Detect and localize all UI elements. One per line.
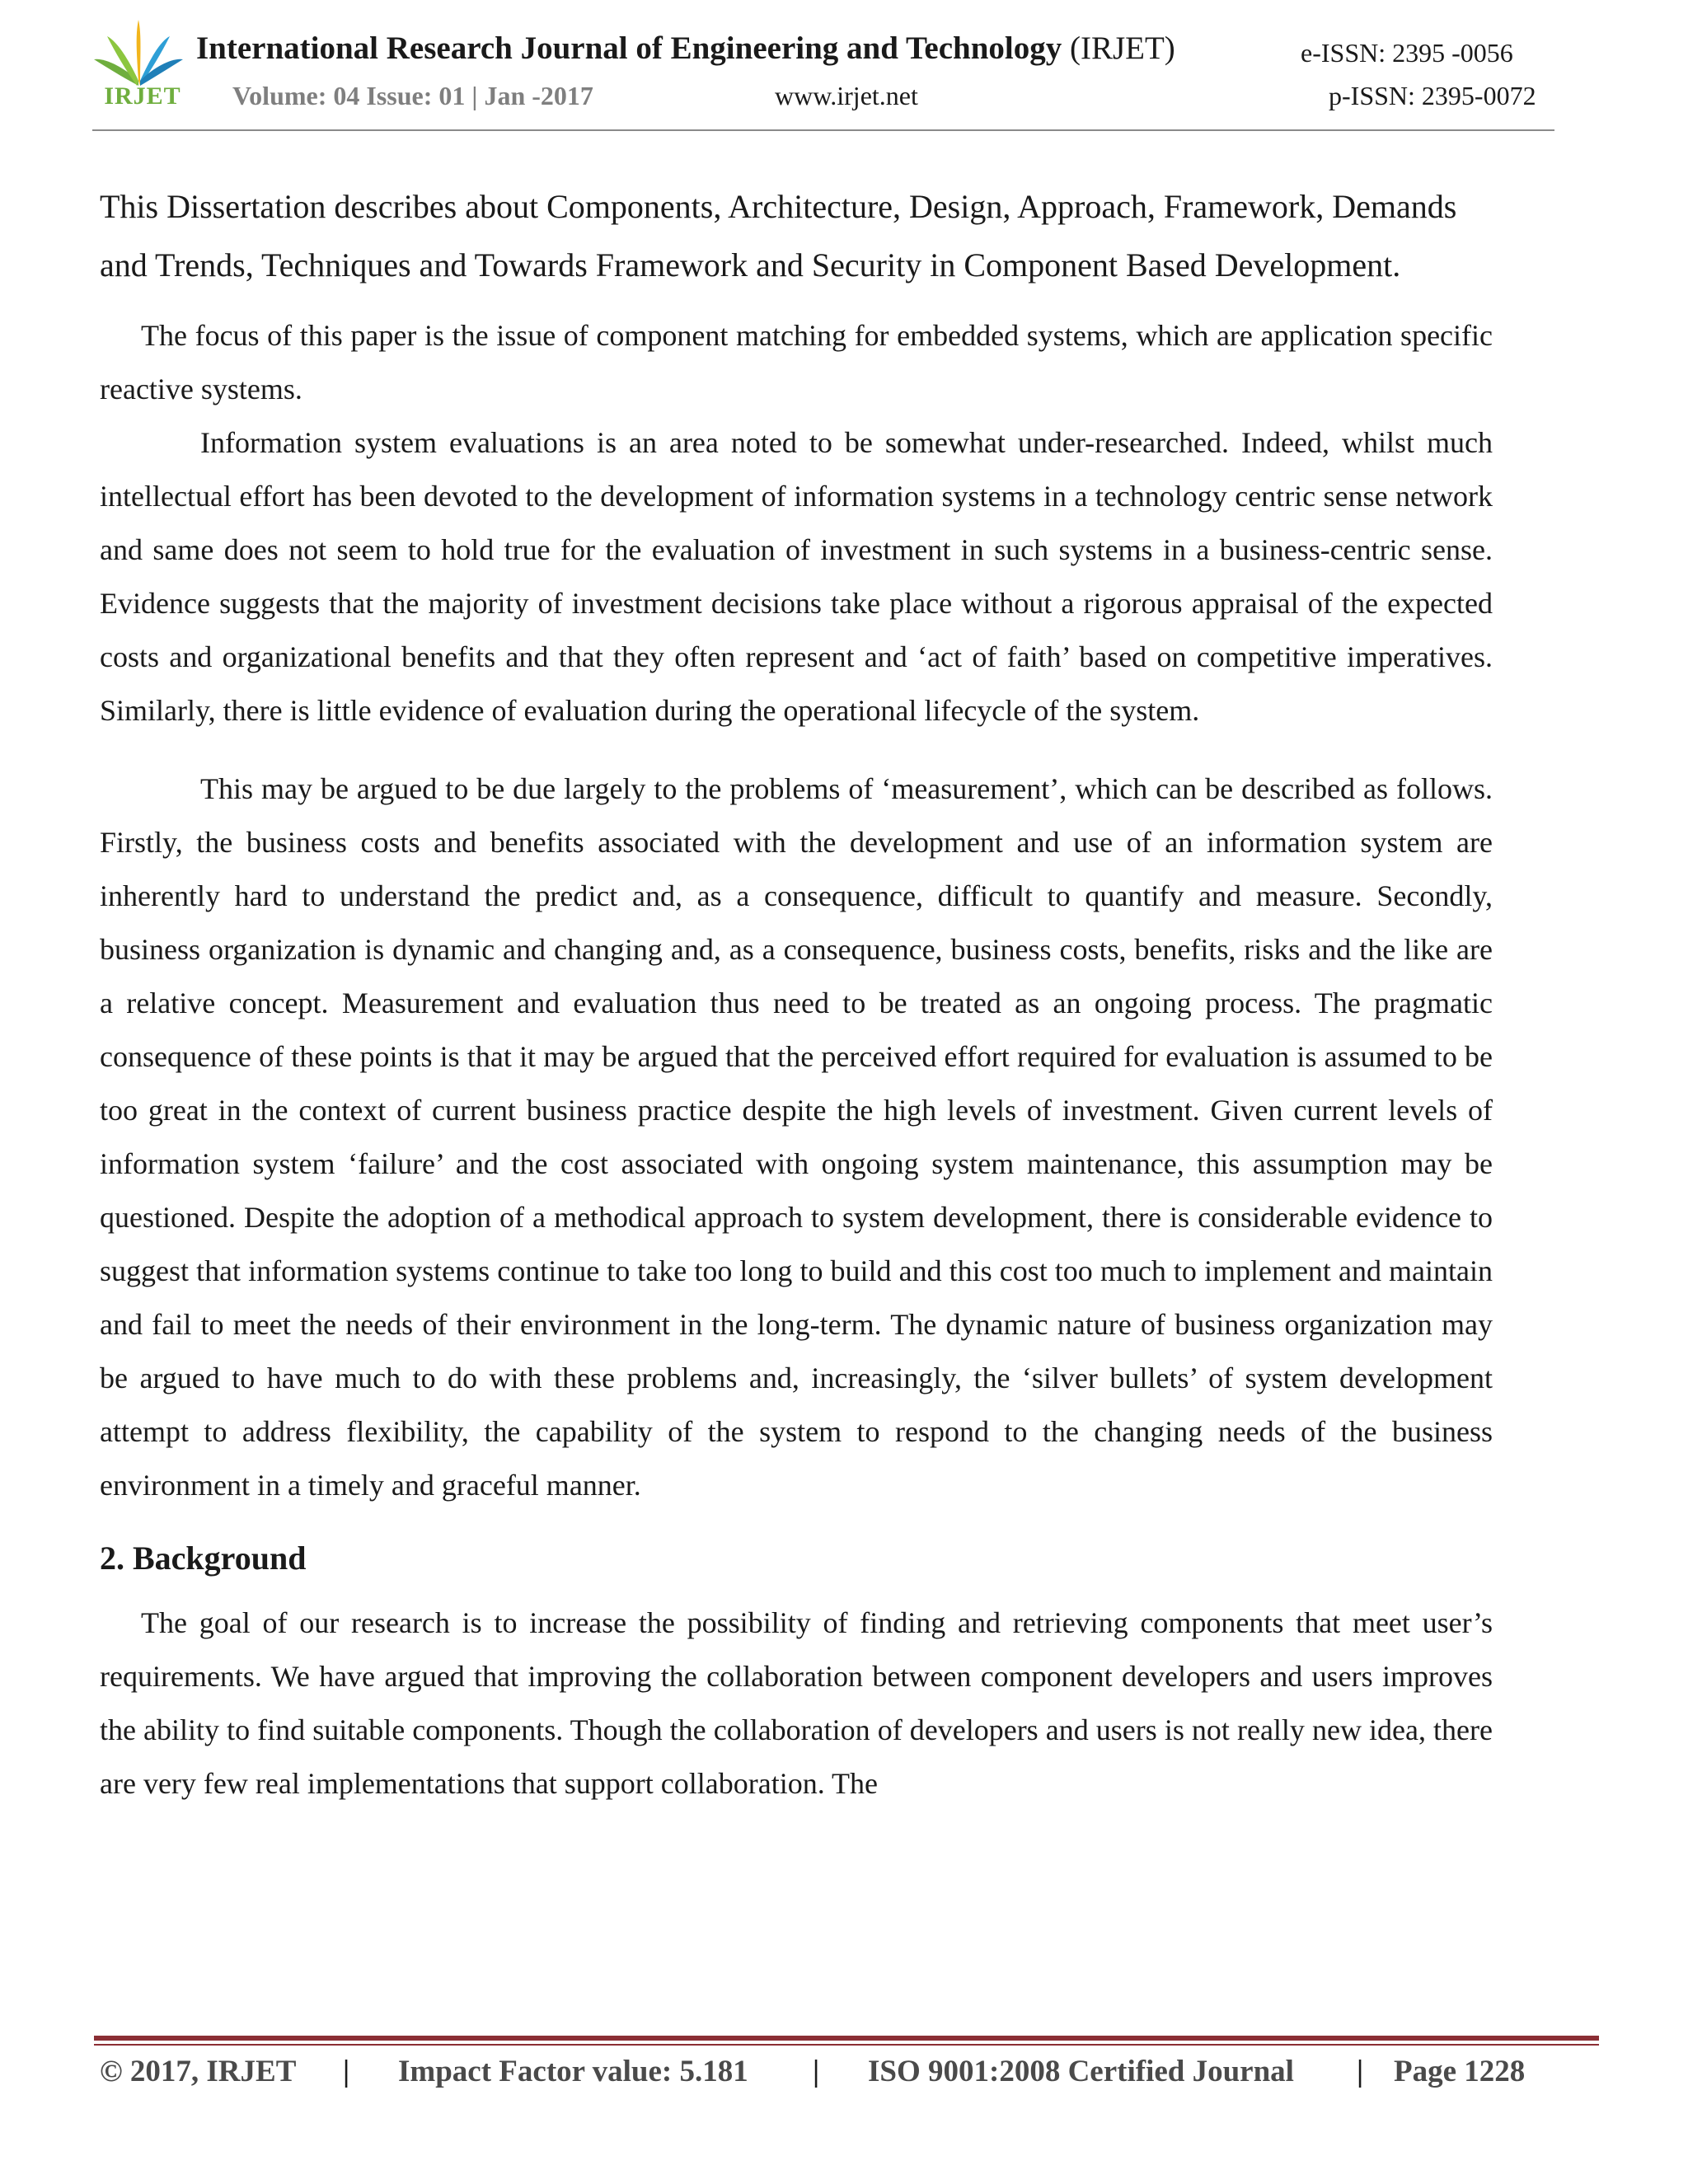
journal-abbrev: (IRJET) [1069,30,1175,66]
footer-separator: | [1357,2055,1364,2088]
eissn: e-ISSN: 2395 -0056 [1301,38,1513,68]
journal-title [196,30,1175,67]
journal-website: www.irjet.net [775,81,918,110]
volume-issue: Volume: 04 Issue: 01 | Jan -2017 [232,81,593,110]
footer-divider-thin [94,2044,1599,2046]
header-divider [92,129,1554,131]
footer-copyright: © 2017, IRJET [100,2055,297,2088]
page-header [0,0,1688,140]
article-body [100,177,1493,1811]
footer-impact-factor: Impact Factor value: 5.181 [398,2055,748,2088]
page-footer [100,2054,1600,2095]
footer-iso: ISO 9001:2008 Certified Journal [868,2055,1294,2088]
journal-name: International Research Journal of Engineering and Technology [196,30,1062,66]
pissn: p-ISSN: 2395-0072 [1329,81,1536,110]
body-paragraph: The goal of our research is to increase the possibility of finding and retrieving components that meet user’s requirements. We have argued that improving the collaboration between component developers and users improves the ability to find suitable components. Though the collaboration of developers and users is not really new idea, there are very few real implementations that support collaboration. The [100,1606,1493,1800]
footer-divider [94,2036,1599,2041]
footer-separator: | [343,2055,350,2088]
body-paragraph: Information system evaluations is an area noted to be somewhat under-researched. Indeed, whilst much intellectual effort has been devoted to the development of information systems in a technology centric sense network and same does not seem to hold true for the evaluation of investment in such systems in a business-centric sense. Evidence suggests that the majority of investment decisions take place without a rigorous appraisal of the expected costs and organizational benefits and that they often represent and ‘act of faith’ based on competitive imperatives. Similarly, there is little evidence of evaluation during the operational lifecycle of the system. [100,426,1493,727]
body-paragraph: The focus of this paper is the issue of component matching for embedded systems, which are application specific reactive systems. [100,319,1493,405]
footer-separator: | [813,2055,820,2088]
body-paragraph: This may be argued to be due largely to the problems of ‘measurement’, which can be described as follows. Firstly, the business costs and benefits associated with the development and use of an information system are inherently hard to understand the predict and, as a consequence, difficult to quantify and measure. Secondly, business organization is dynamic and changing and, as a consequence, business costs, benefits, risks and the like are a relative concept. Measurement and evaluation thus need to be treated as an ongoing process. The pragmatic consequence of these points is that it may be argued that the perceived effort required for evaluation is assumed to be too great in the context of current business practice despite the high levels of investment. Given current levels of information system ‘failure’ and the cost associated with ongoing system maintenance, this assumption may be questioned. Despite the adoption of a methodical approach to system development, there is considerable evidence to suggest that information systems continue to take too long to build and this cost too much to implement and maintain and fail to meet the needs of their environment in the long-term. The dynamic nature of business organization may be argued to have much to do with these problems and, increasingly, the ‘silver bullets’ of system development attempt to address flexibility, the capability of the system to respond to the changing needs of the business environment in a timely and graceful manner. [100,772,1493,1502]
intro-paragraph: This Dissertation describes about Components, Architecture, Design, Approach, Framework, Demands and Trends, Techniques and Towards Framework and Security in Component Based Development. [100,188,1457,284]
footer-page-number: Page 1228 [1394,2055,1526,2088]
logo-text: IRJET [104,82,181,110]
section-heading: 2. Background [100,1540,307,1577]
